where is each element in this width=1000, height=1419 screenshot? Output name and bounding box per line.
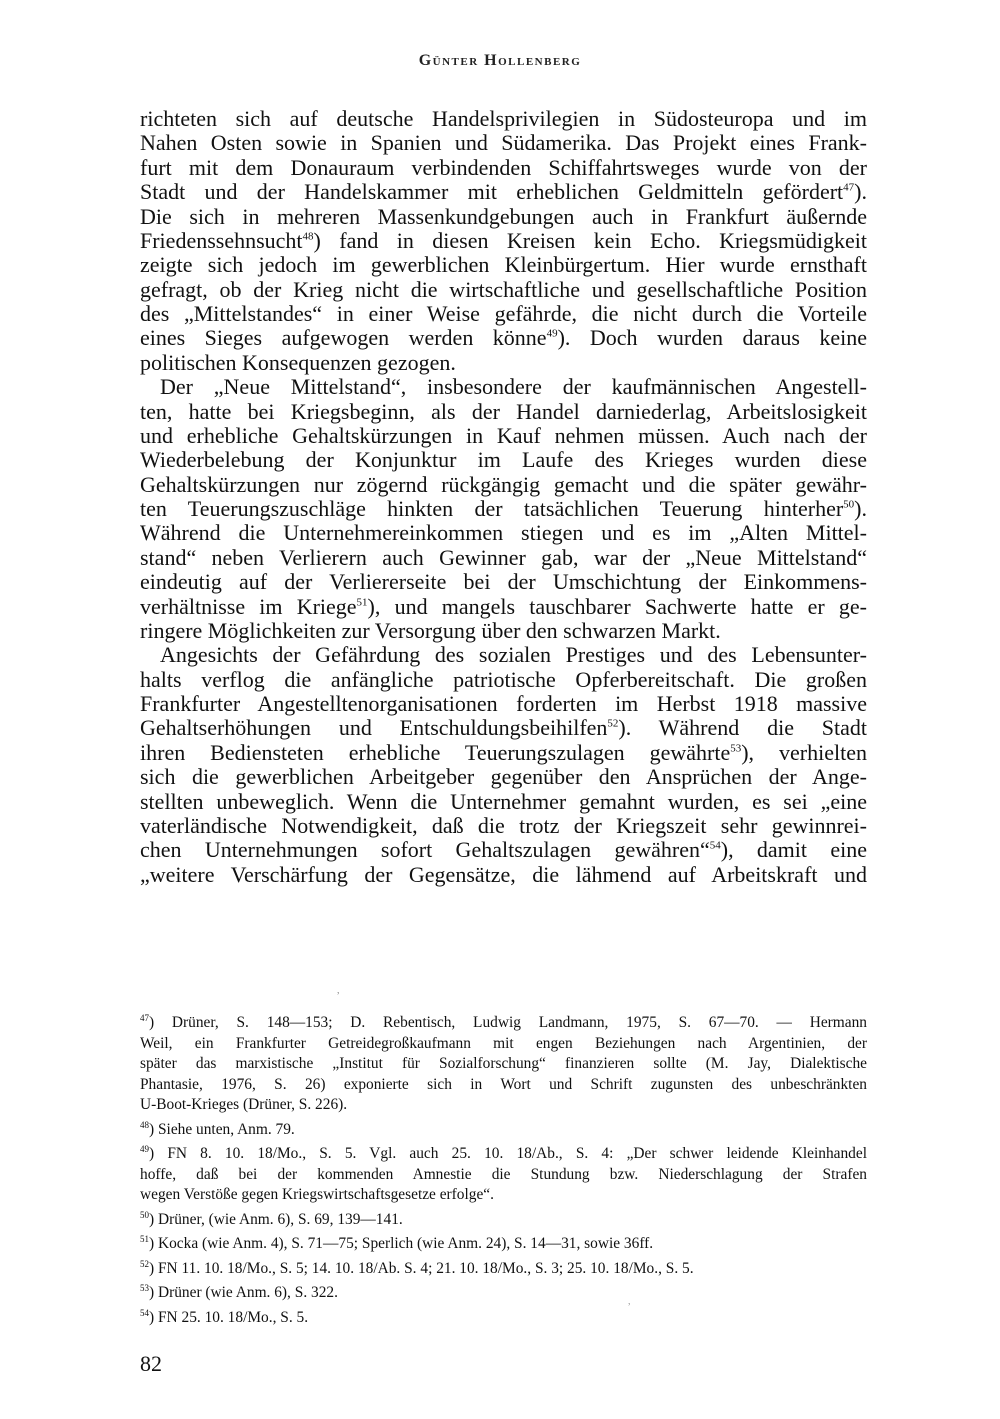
footnote-ref: 50 <box>843 498 855 511</box>
footnote-line: $^{49}$) FN 8. 10. 18/Mo., S. 5. Vgl. auch 25. 10. 18/Ab., S. 4: „Der schwer leidende Kleinhandel <box>140 1143 867 1162</box>
text-line: Stadt und der Handelskammer mit erheblichen Geldmitteln gefördert$^{47}$). <box>140 179 867 205</box>
footnote <box>140 1259 867 1280</box>
text-line: Gehaltserhöhungen und Entschuldungsbeihilfen$^{52}$). Während die Stadt <box>140 715 867 741</box>
footnote <box>140 1120 867 1141</box>
text-line: Angesichts der Gefährdung des sozialen Prestiges und des Lebensunter- <box>160 642 867 668</box>
footnote-number: 49 <box>140 1143 149 1154</box>
text-line: ihren Bediensteten erhebliche Teuerungszulagen gewährte$^{53}$), verhielten <box>140 739 867 765</box>
footnote-ref: 53 <box>730 742 742 755</box>
footnote-ref: 52 <box>607 718 619 731</box>
footnote <box>140 1308 867 1329</box>
scan-mark: , <box>628 1296 631 1307</box>
text-line: verhältnisse im Kriege$^{51}$), und mangels tauschbarer Sachwerte hatte er ge- <box>140 593 867 619</box>
footnote-ref: 51 <box>356 596 368 609</box>
paragraph <box>140 375 867 643</box>
footnote-ref: 47 <box>843 181 855 194</box>
footnote-number: 52 <box>140 1258 149 1269</box>
text-line: Friedenssehnsucht$^{48}$) fand in diesen Kreisen kein Echo. Kriegsmüdigkeit <box>140 227 867 253</box>
footnote-line: $^{50}$) Drüner, (wie Anm. 6), S. 69, 139—141. <box>140 1209 403 1228</box>
footnote-text: U-Boot-Krieges (Drüner, S. 226). <box>140 1096 348 1113</box>
footnote-text: später das marxistische „Institut für Sozialforschung“ finanzieren sollte (M. Jay, Dialektische <box>140 1055 867 1072</box>
footnote-line: $^{54}$) FN 25. 10. 18/Mo., S. 5. <box>140 1307 309 1326</box>
footnote-line <box>140 1054 867 1075</box>
footnote-line: $^{52}$) FN 11. 10. 18/Mo., S. 5; 14. 10. 18/Ab. S. 4; 21. 10. 18/Mo., S. 3; 25. 10. 18/Mo., S. 5. <box>140 1258 694 1277</box>
footnote-text: Kocka (wie Anm. 4), S. 71—75; Sperlich (wie Anm. 24), S. 14—31, sowie 36ff. <box>157 1235 654 1252</box>
text-line: stellten unbeweglich. Wenn die Unternehmer gemahnt wurden, es sei „eine <box>140 788 867 814</box>
footnote-line <box>140 1034 867 1055</box>
text-line: Gehaltskürzungen nur zögernd rückgängig gemacht und die später gewähr- <box>140 471 867 497</box>
text-line: vaterländische Notwendigkeit, daß die trotz der Kriegszeit sehr gewinnrei- <box>140 812 867 838</box>
text-line: furt mit dem Donauraum verbindenden Schiffahrtsweges wurde von der <box>140 154 867 180</box>
footnote-line: $^{53}$) Drüner (wie Anm. 6), S. 322. <box>140 1282 338 1301</box>
footnote <box>140 1144 867 1206</box>
page-number: 82 <box>140 1351 162 1376</box>
footnote-text: Phantasie, 1976, S. 26) exponierte sich in Wort und Schrift zugunsten des unbeschränkten <box>140 1075 867 1093</box>
text-line: ten Teuerungszuschläge hinkten der tatsächlichen Teuerung hinterher$^{50}$). <box>140 496 867 521</box>
text-line: eines Sieges aufgewogen werden könne$^{49}$). Doch wurden daraus keine <box>140 325 867 351</box>
body-text <box>140 107 867 887</box>
footnote-text: FN 8. 10. 18/Mo., S. 5. Vgl. auch 25. 10. 18/Ab., S. 4: „Der schwer leidende Kleinhandel <box>167 1145 867 1162</box>
text-line: eindeutig auf der Verliererseite bei der Umschichtung der Einkommens- <box>140 569 867 595</box>
text-line: Wiederbelebung der Konjunktur im Laufe des Krieges wurden diese <box>140 447 867 473</box>
footnote-text: Weil, ein Frankfurter Getreidegroßkaufmann mit engen Beziehungen nach Argentinien, der <box>140 1034 867 1052</box>
footnote-text: Drüner (wie Anm. 6), S. 322. <box>157 1284 338 1301</box>
footnote-text: FN 11. 10. 18/Mo., S. 5; 14. 10. 18/Ab. S. 4; 21. 10. 18/Mo., S. 3; 25. 10. 18/Mo., S. 5. <box>157 1259 694 1277</box>
footnote-line: $^{48}$) Siehe unten, Anm. 79. <box>140 1119 295 1138</box>
text-line: gefragt, ob der Krieg nicht die wirtschaftliche und gesellschaftliche Position <box>140 276 867 302</box>
footnote-number: 51 <box>140 1233 149 1244</box>
footnote <box>140 1234 867 1255</box>
text-line: Während die Unternehmereinkommen stiegen und es im „Alten Mittel- <box>140 520 867 546</box>
text-line: Nahen Osten sowie in Spanien und Südamerika. Das Projekt eines Frank- <box>140 130 867 156</box>
footnote-line <box>140 1075 867 1096</box>
text-line: halts verflog die anfängliche patriotische Opferbereitschaft. Die großen <box>140 666 867 692</box>
footnote-number: 47 <box>140 1012 149 1023</box>
text-line: „weitere Verschärfung der Gegensätze, die lähmend auf Arbeitskraft und <box>140 861 867 887</box>
paragraph <box>140 107 867 375</box>
text-line: chen Unternehmungen sofort Gehaltszulagen gewähren“$^{54}$), damit eine <box>140 837 867 863</box>
footnote <box>140 1283 867 1304</box>
text-line: des „Mittelstandes“ in einer Weise gefährde, die nicht durch die Vorteile <box>140 301 867 326</box>
text-line: ringere Möglichkeiten zur Versorgung über den schwarzen Markt. <box>140 617 721 643</box>
footnote-text: Drüner, (wie Anm. 6), S. 69, 139—141. <box>157 1210 403 1228</box>
footnote-number: 48 <box>140 1119 149 1130</box>
footnote-line <box>140 1185 867 1206</box>
footnote-text: Drüner, S. 148—153; D. Rebentisch, Ludwig Landmann, 1975, S. 67—70. — Hermann <box>171 1014 867 1031</box>
footnote-text: Siehe unten, Anm. 79. <box>157 1120 295 1138</box>
text-line: richteten sich auf deutsche Handelsprivilegien in Südosteuropa und im <box>140 106 867 131</box>
footnote-separator: , <box>337 985 340 996</box>
footnote-text: wegen Verstöße gegen Kriegswirtschaftsgesetze erfolge“. <box>140 1186 494 1203</box>
footnote-text: FN 25. 10. 18/Mo., S. 5. <box>157 1308 309 1326</box>
text-line: sich die gewerblichen Arbeitgeber gegenüber den Ansprüchen der Ange- <box>140 764 867 790</box>
text-line: und erhebliche Gehaltskürzungen in Kauf nehmen müssen. Auch nach der <box>140 422 867 448</box>
text-line: Die sich in mehreren Massenkundgebungen auch in Frankfurt äußernde <box>140 203 867 229</box>
text-line: Der „Neue Mittelstand“, insbesondere der kaufmännischen Angestell- <box>160 374 867 400</box>
footnote-line <box>140 1095 867 1116</box>
footnote-line <box>140 1165 867 1186</box>
text-line: stand“ neben Verlierern auch Gewinner gab, war der „Neue Mittelstand“ <box>140 544 867 570</box>
text-line: ten, hatte bei Kriegsbeginn, als der Handel darniederlag, Arbeitslosigkeit <box>140 398 867 424</box>
footnote-number: 53 <box>140 1282 149 1293</box>
footnote-number: 54 <box>140 1307 149 1318</box>
footnote-line: $^{47}$) Drüner, S. 148—153; D. Rebentisch, Ludwig Landmann, 1975, S. 67—70. — Hermann <box>140 1012 867 1031</box>
running-header: Günter Hollenberg <box>418 52 582 69</box>
footnote-ref: 49 <box>546 328 558 341</box>
footnote-text: hoffe, daß bei der kommenden Amnestie die Stundung bzw. Niederschlagung der Strafen <box>140 1165 867 1183</box>
footnote-ref: 48 <box>302 230 314 243</box>
paragraph <box>140 643 867 887</box>
text-line: zeigte sich jedoch im gewerblichen Kleinbürgertum. Hier wurde ernsthaft <box>140 252 867 278</box>
footnote-ref: 54 <box>709 839 721 852</box>
footnote <box>140 1013 867 1116</box>
text-line: politischen Konsequenzen gezogen. <box>140 349 456 375</box>
text-line: Frankfurter Angestelltenorganisationen forderten im Herbst 1918 massive <box>140 691 867 716</box>
footnotes <box>140 1013 867 1332</box>
footnote-number: 50 <box>140 1209 149 1220</box>
footnote <box>140 1210 867 1231</box>
footnote-line: $^{51}$) Kocka (wie Anm. 4), S. 71—75; Sperlich (wie Anm. 24), S. 14—31, sowie 36ff. <box>140 1233 654 1252</box>
